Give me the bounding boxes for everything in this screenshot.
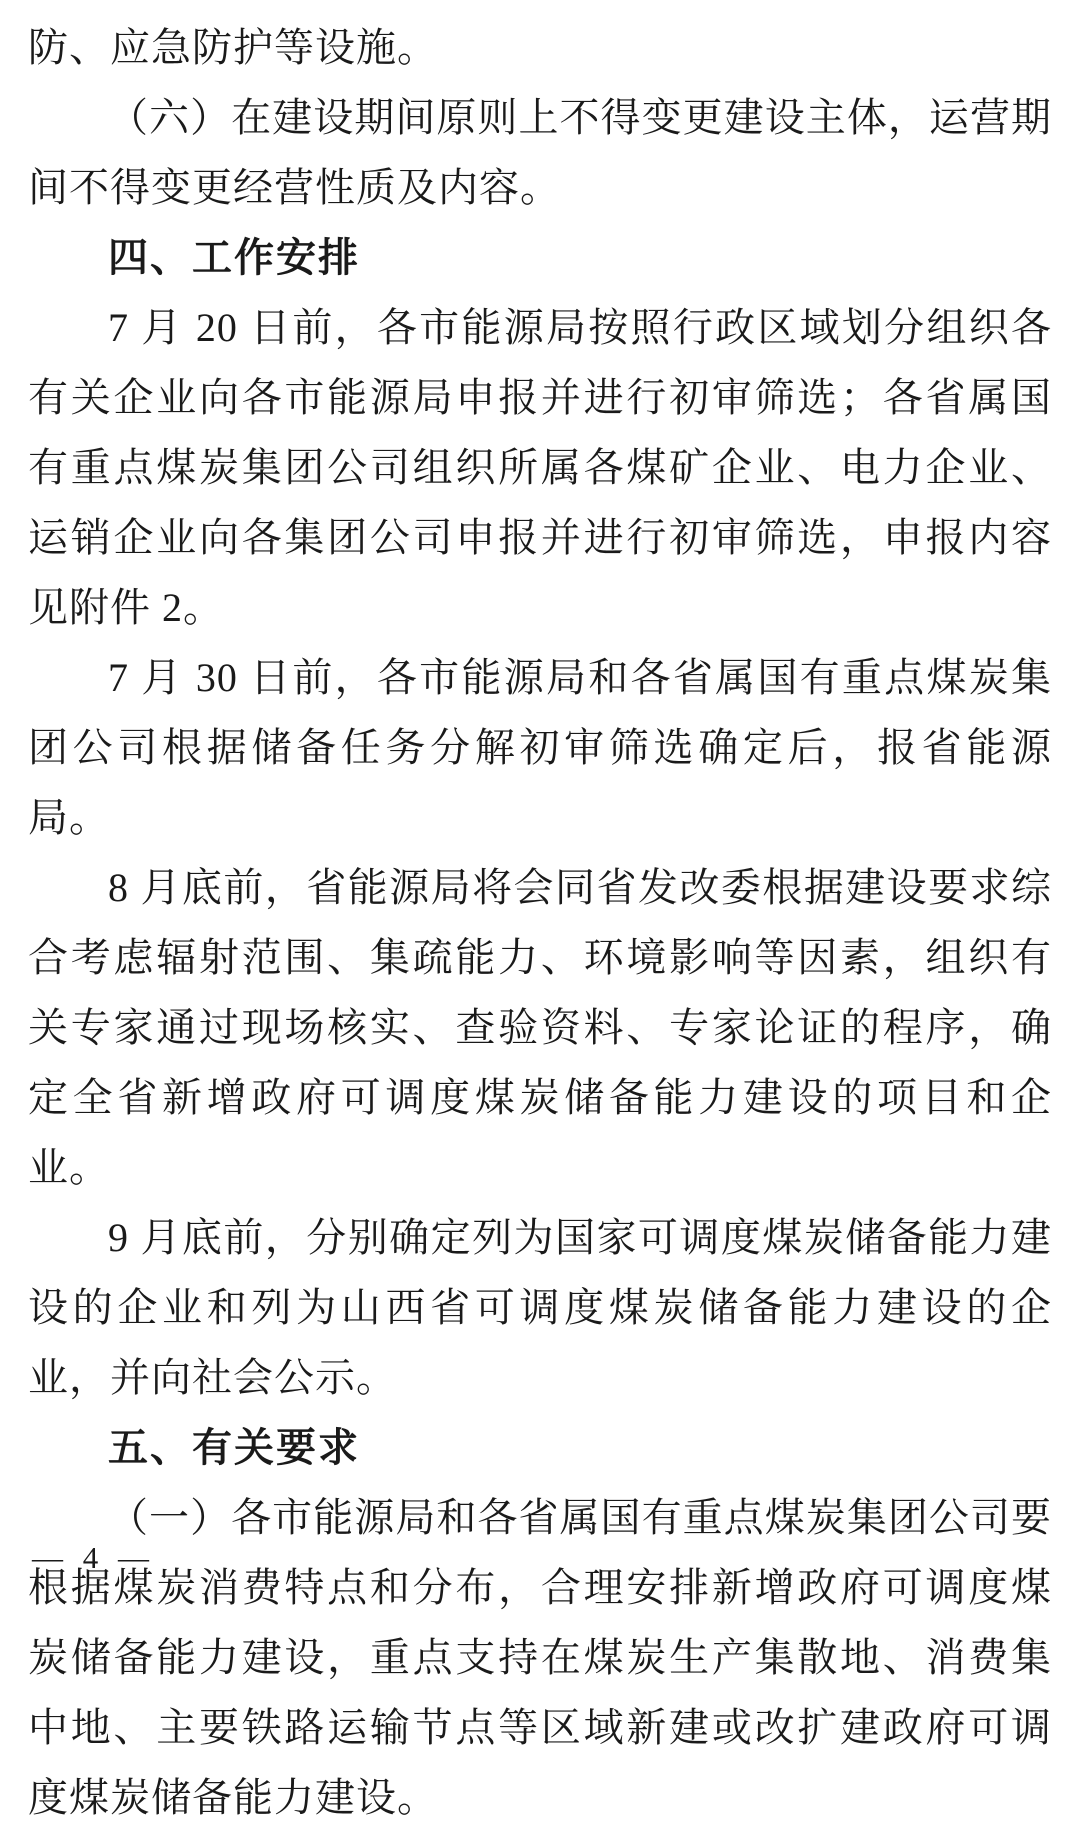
paragraph-facilities-continuation: 防、应急防护等设施。 — [28, 25, 438, 70]
paragraph-item-six: （六）在建设期间原则上不得变更建设主体，运营期间不得变更经营性质及内容。 — [28, 95, 1052, 210]
paragraph-end-of-august-deadline: 8 月底前，省能源局将会同省发改委根据建设要求综合考虑辐射范围、集疏能力、环境影响等因素，组织有关专家通过现场核实、查验资料、专家论证的程序，确定全省新增政府可调度煤炭储备能力建设的项目和企业。 — [28, 865, 1052, 1190]
paragraph-july-20-deadline: 7 月 20 日前，各市能源局按照行政区域划分组织各有关企业向各市能源局申报并进行初审筛选；各省属国有重点煤炭集团公司组织所属各煤矿企业、电力企业、运销企业向各集团公司申报并进行初审筛选，申报内容见附件 2。 — [28, 305, 1052, 630]
document-body — [28, 13, 1052, 1833]
page-number: — 4 — — [32, 1540, 155, 1575]
section-heading-work-arrangement: 四、工作安排 — [108, 236, 360, 280]
paragraph-end-of-september-deadline: 9 月底前，分别确定列为国家可调度煤炭储备能力建设的企业和列为山西省可调度煤炭储备能力建设的企业，并向社会公示。 — [28, 1215, 1052, 1400]
paragraph-requirement-one: （一）各市能源局和各省属国有重点煤炭集团公司要根据煤炭消费特点和分布，合理安排新增政府可调度煤炭储备能力建设，重点支持在煤炭生产集散地、消费集中地、主要铁路运输节点等区域新建或改扩建政府可调度煤炭储备能力建设。 — [28, 1495, 1052, 1820]
paragraph-july-30-deadline: 7 月 30 日前，各市能源局和各省属国有重点煤炭集团公司根据储备任务分解初审筛选确定后，报省能源局。 — [28, 655, 1052, 840]
section-heading-requirements: 五、有关要求 — [108, 1426, 360, 1470]
